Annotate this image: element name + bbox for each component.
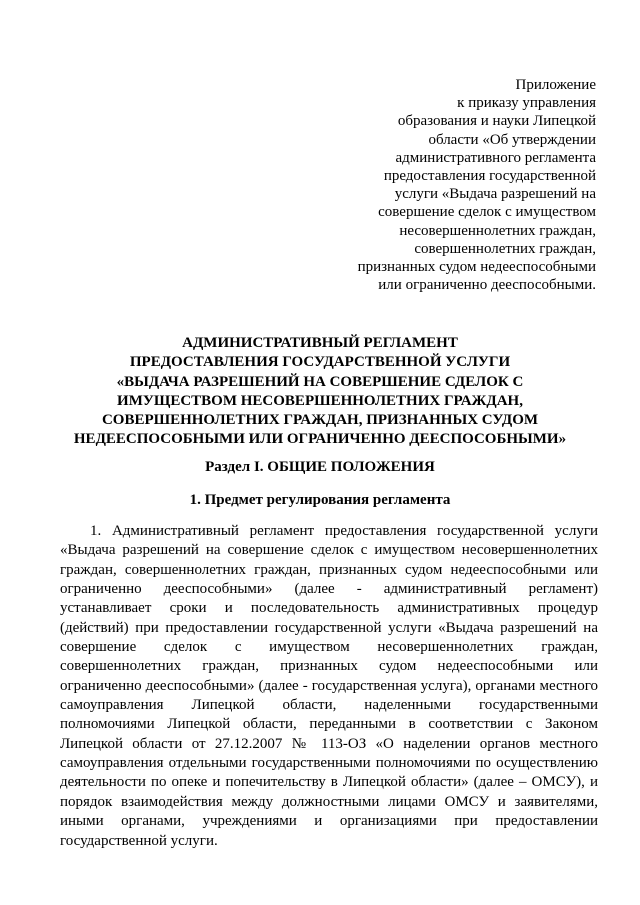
paragraph-line: государственной услуги. (60, 832, 218, 849)
title-line: СОВЕРШЕННОЛЕТНИХ ГРАЖДАН, ПРИЗНАННЫХ СУДОМ (101, 412, 539, 429)
appendix-line: совершеннолетних граждан, (414, 240, 596, 257)
title-line: АДМИНИСТРАТИВНЫЙ РЕГЛАМЕНТ (182, 335, 458, 351)
appendix-line: несовершеннолетних граждан, (399, 222, 596, 239)
document-title (40, 334, 600, 450)
paragraph-line: 1. Административный регламент предоставления государственной услуги (90, 523, 598, 539)
paragraph-line: «Выдача разрешений на совершение сделок с имуществом несовершеннолетних (60, 542, 598, 559)
appendix-line: Приложение (515, 77, 596, 93)
appendix-line: предоставления государственной (383, 168, 596, 185)
appendix-line: совершение сделок с имуществом (378, 204, 596, 221)
appendix-line: или ограниченно дееспособными. (378, 277, 596, 294)
paragraph-line: граждан, совершеннолетних граждан, признанных судом недееспособными или (60, 561, 598, 578)
paragraph-line: устанавливает сроки и последовательность административных процедур (60, 600, 598, 617)
appendix-line: услуги «Выдача разрешений на (394, 186, 596, 203)
paragraph-line: (действий) при предоставлении государственной услуги «Выдача разрешений на (60, 619, 598, 636)
appendix-line: к приказу управления (457, 95, 596, 112)
appendix-note (326, 76, 596, 294)
paragraph-line: деятельности по опеке и попечительству в Липецкой области» (далее – ОМСУ), и (60, 774, 598, 791)
title-line: «ВЫДАЧА РАЗРЕШЕНИЙ НА СОВЕРШЕНИЕ СДЕЛОК С (116, 373, 524, 390)
paragraph-line: ограниченно дееспособными» (далее - административный регламент) (60, 581, 598, 598)
title-line: ИМУЩЕСТВОМ НЕСОВЕРШЕННОЛЕТНИХ ГРАЖДАН, (117, 392, 523, 409)
paragraph-line: ограниченно дееспособными» (далее - государственная услуга), органами местного (60, 677, 598, 694)
paragraph-line: порядок взаимодействия между должностными лицами ОМСУ и заявителями, (60, 793, 598, 810)
paragraph-line: самоуправления Липецкой области, наделенными государственными (60, 697, 598, 714)
appendix-line: образования и науки Липецкой (397, 113, 596, 130)
paragraph-line: полномочиями Липецкой области, переданными в соответствии с Законом (60, 716, 598, 733)
appendix-line: признанных судом недееспособными (357, 259, 596, 276)
appendix-line: области «Об утверждении (428, 131, 596, 148)
paragraph-line: самоуправления отдельными государственными полномочиями по осуществлению (60, 755, 598, 772)
paragraph-line: совершение сделок с имуществом несовершеннолетних граждан, (60, 639, 598, 656)
paragraph-line: совершеннолетних граждан, признанных судом недееспособными или (60, 658, 598, 675)
title-line: ПРЕДОСТАВЛЕНИЯ ГОСУДАРСТВЕННОЙ УСЛУГИ (129, 354, 511, 371)
subsection-heading: 1. Предмет регулирования регламента (189, 492, 451, 508)
appendix-line: административного регламента (395, 149, 596, 166)
body-paragraph (60, 522, 598, 851)
paragraph-line: Липецкой области от 27.12.2007 № 113-ОЗ «О наделении органов местного (60, 735, 598, 752)
paragraph-line: иными органами, учреждениями и организациями при предоставлении (60, 813, 598, 830)
title-line: НЕДЕЕСПОСОБНЫМИ ИЛИ ОГРАНИЧЕННО ДЕЕСПОСОБНЫМИ» (73, 431, 567, 448)
section-heading: Раздел I. ОБЩИЕ ПОЛОЖЕНИЯ (205, 459, 435, 475)
